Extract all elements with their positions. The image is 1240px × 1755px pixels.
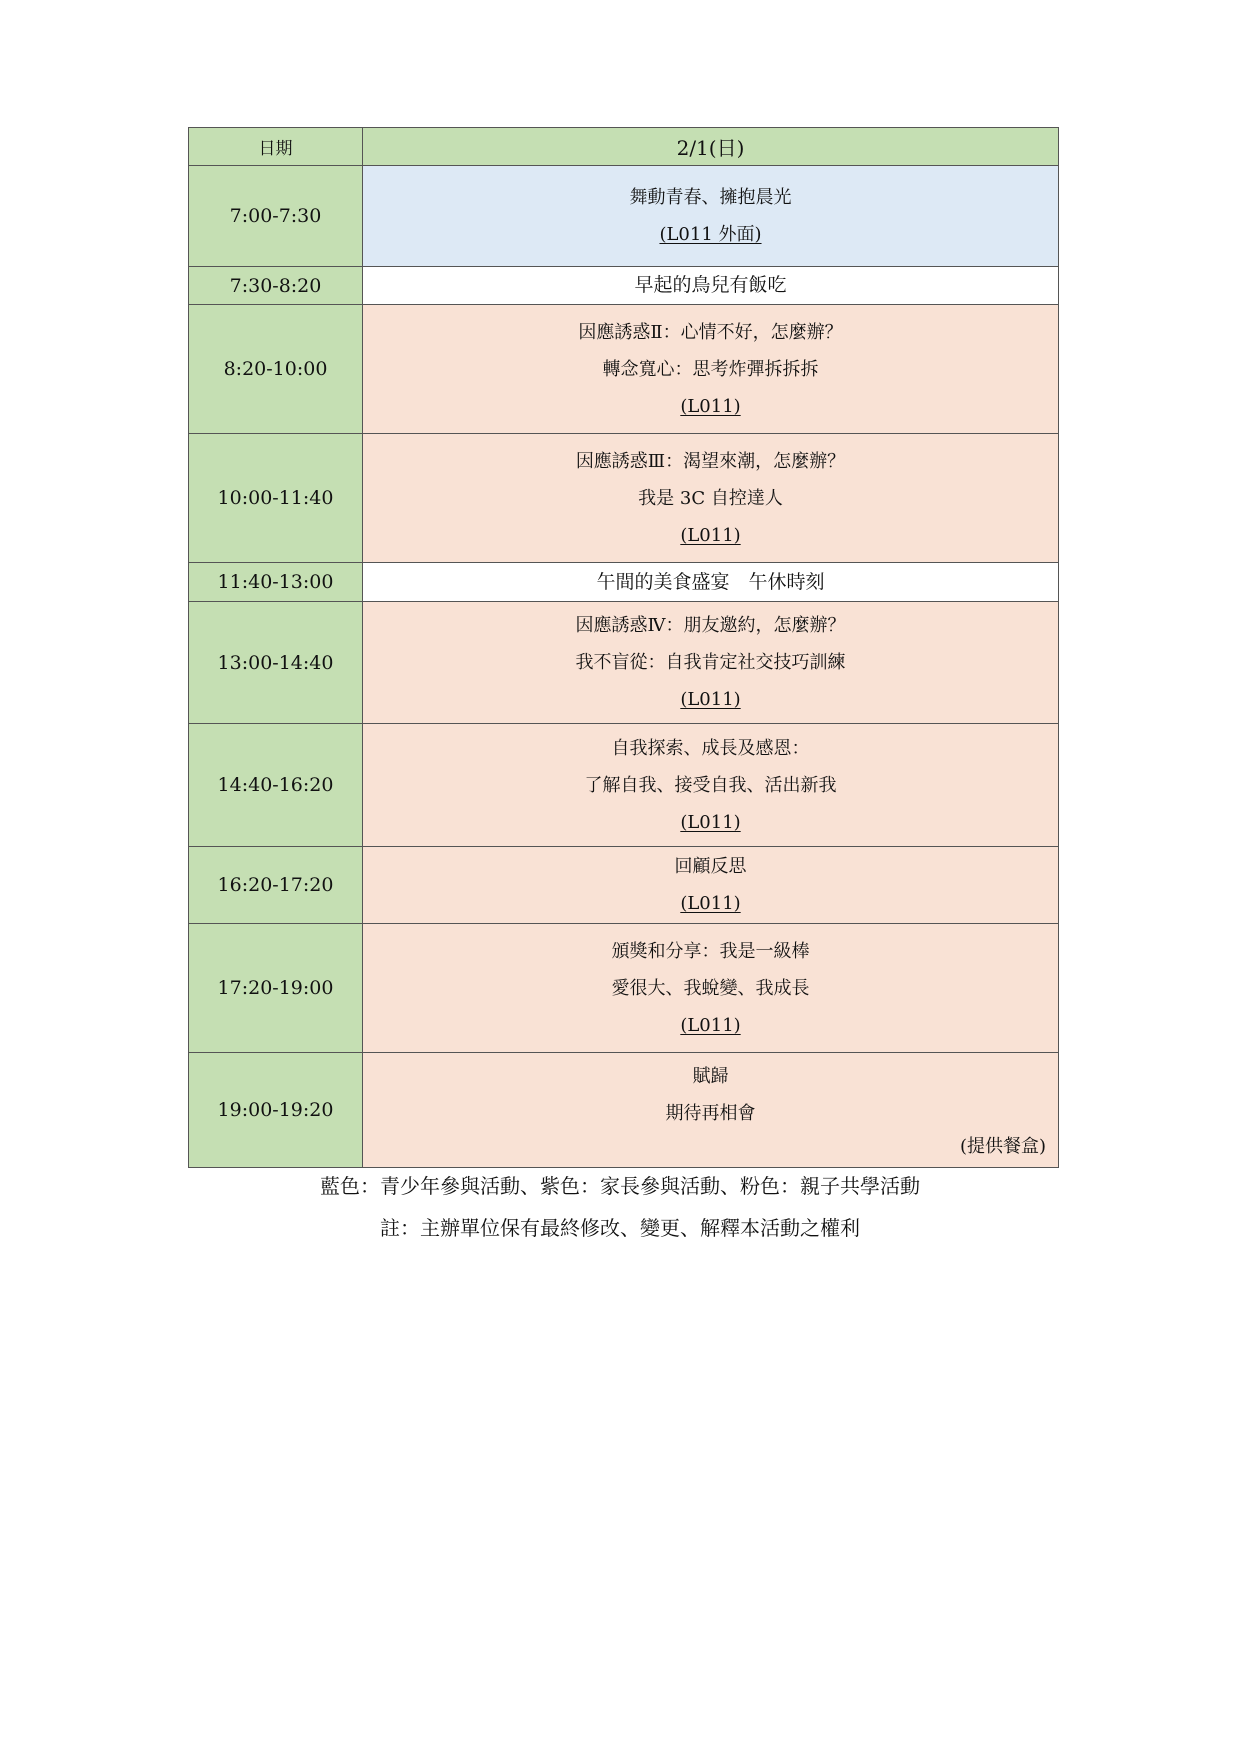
time-slot: 7:30-8:20 [189, 267, 363, 305]
time-slot: 17:20-19:00 [189, 924, 363, 1053]
activity-cell [363, 602, 1059, 724]
table-row [189, 267, 1059, 305]
activity-location: (L011) [680, 1014, 741, 1036]
time-slot: 10:00-11:40 [189, 434, 363, 563]
time-slot: 14:40-16:20 [189, 724, 363, 847]
time-slot: 19:00-19:20 [189, 1053, 363, 1168]
activity-title: 回顧反思 [674, 856, 747, 877]
activity-title: 早起的鳥兒有飯吃 [634, 274, 787, 296]
color-legend: 藍色：青少年參與活動、紫色：家長參與活動、粉色：親子共學活動 [320, 1174, 920, 1198]
table-row [189, 602, 1059, 724]
activity-cell [363, 166, 1059, 267]
schedule-sheet [188, 127, 1058, 1168]
activity-title: 因應誘惑Ⅲ：渴望來潮，怎麼辦？ [575, 450, 846, 472]
table-row [189, 305, 1059, 434]
table-row [189, 434, 1059, 563]
activity-title: 午間的美食盛宴 午休時刻 [596, 570, 825, 593]
activity-cell [363, 305, 1059, 434]
table-row [189, 166, 1059, 267]
activity-location: (L011) [680, 811, 741, 833]
time-slot: 11:40-13:00 [189, 563, 363, 602]
table-row [189, 847, 1059, 924]
activity-cell [363, 924, 1059, 1053]
activity-cell [363, 563, 1059, 602]
table-row [189, 924, 1059, 1053]
time-slot: 7:00-7:30 [189, 166, 363, 267]
table-row [189, 563, 1059, 602]
activity-location: (L011) [680, 395, 741, 417]
activity-cell [363, 1053, 1059, 1168]
schedule-table [188, 127, 1059, 1168]
activity-subtitle: 轉念寬心：思考炸彈拆拆拆 [602, 358, 819, 380]
activity-title: 自我探索、成長及感恩： [611, 737, 810, 759]
activity-title: 因應誘惑Ⅱ：心情不好，怎麼辦？ [578, 321, 843, 343]
activity-title: 舞動青春、擁抱晨光 [629, 187, 792, 208]
activity-cell [363, 724, 1059, 847]
date-value: 2/1(日) [363, 128, 1059, 166]
activity-location: (L011) [680, 893, 741, 914]
activity-subtitle: 我不盲從：自我肯定社交技巧訓練 [575, 652, 846, 673]
time-slot: 13:00-14:40 [189, 602, 363, 724]
activity-subtitle: 愛很大、我蛻變、我成長 [611, 977, 810, 999]
table-row [189, 724, 1059, 847]
activity-title: 頒獎和分享：我是一級棒 [611, 940, 810, 962]
time-slot: 8:20-10:00 [189, 305, 363, 434]
table-row [189, 1053, 1059, 1168]
time-slot: 16:20-17:20 [189, 847, 363, 924]
activity-subtitle: 我是 3C 自控達人 [638, 487, 783, 509]
disclaimer-note: 註：主辦單位保有最終修改、變更、解釋本活動之權利 [380, 1216, 860, 1240]
meal-note: (提供餐盒) [959, 1136, 1046, 1157]
activity-location: (L011 外面) [659, 224, 762, 245]
activity-title: 賦歸 [692, 1066, 729, 1087]
activity-location: (L011) [680, 524, 741, 546]
activity-cell [363, 847, 1059, 924]
header-row [189, 128, 1059, 166]
activity-subtitle: 了解自我、接受自我、活出新我 [584, 774, 837, 796]
activity-subtitle: 期待再相會 [665, 1103, 756, 1124]
activity-title: 因應誘惑Ⅳ：朋友邀約，怎麼辦？ [575, 615, 846, 636]
date-label: 日期 [189, 128, 363, 166]
activity-cell [363, 434, 1059, 563]
activity-cell [363, 267, 1059, 305]
activity-location: (L011) [680, 689, 741, 710]
